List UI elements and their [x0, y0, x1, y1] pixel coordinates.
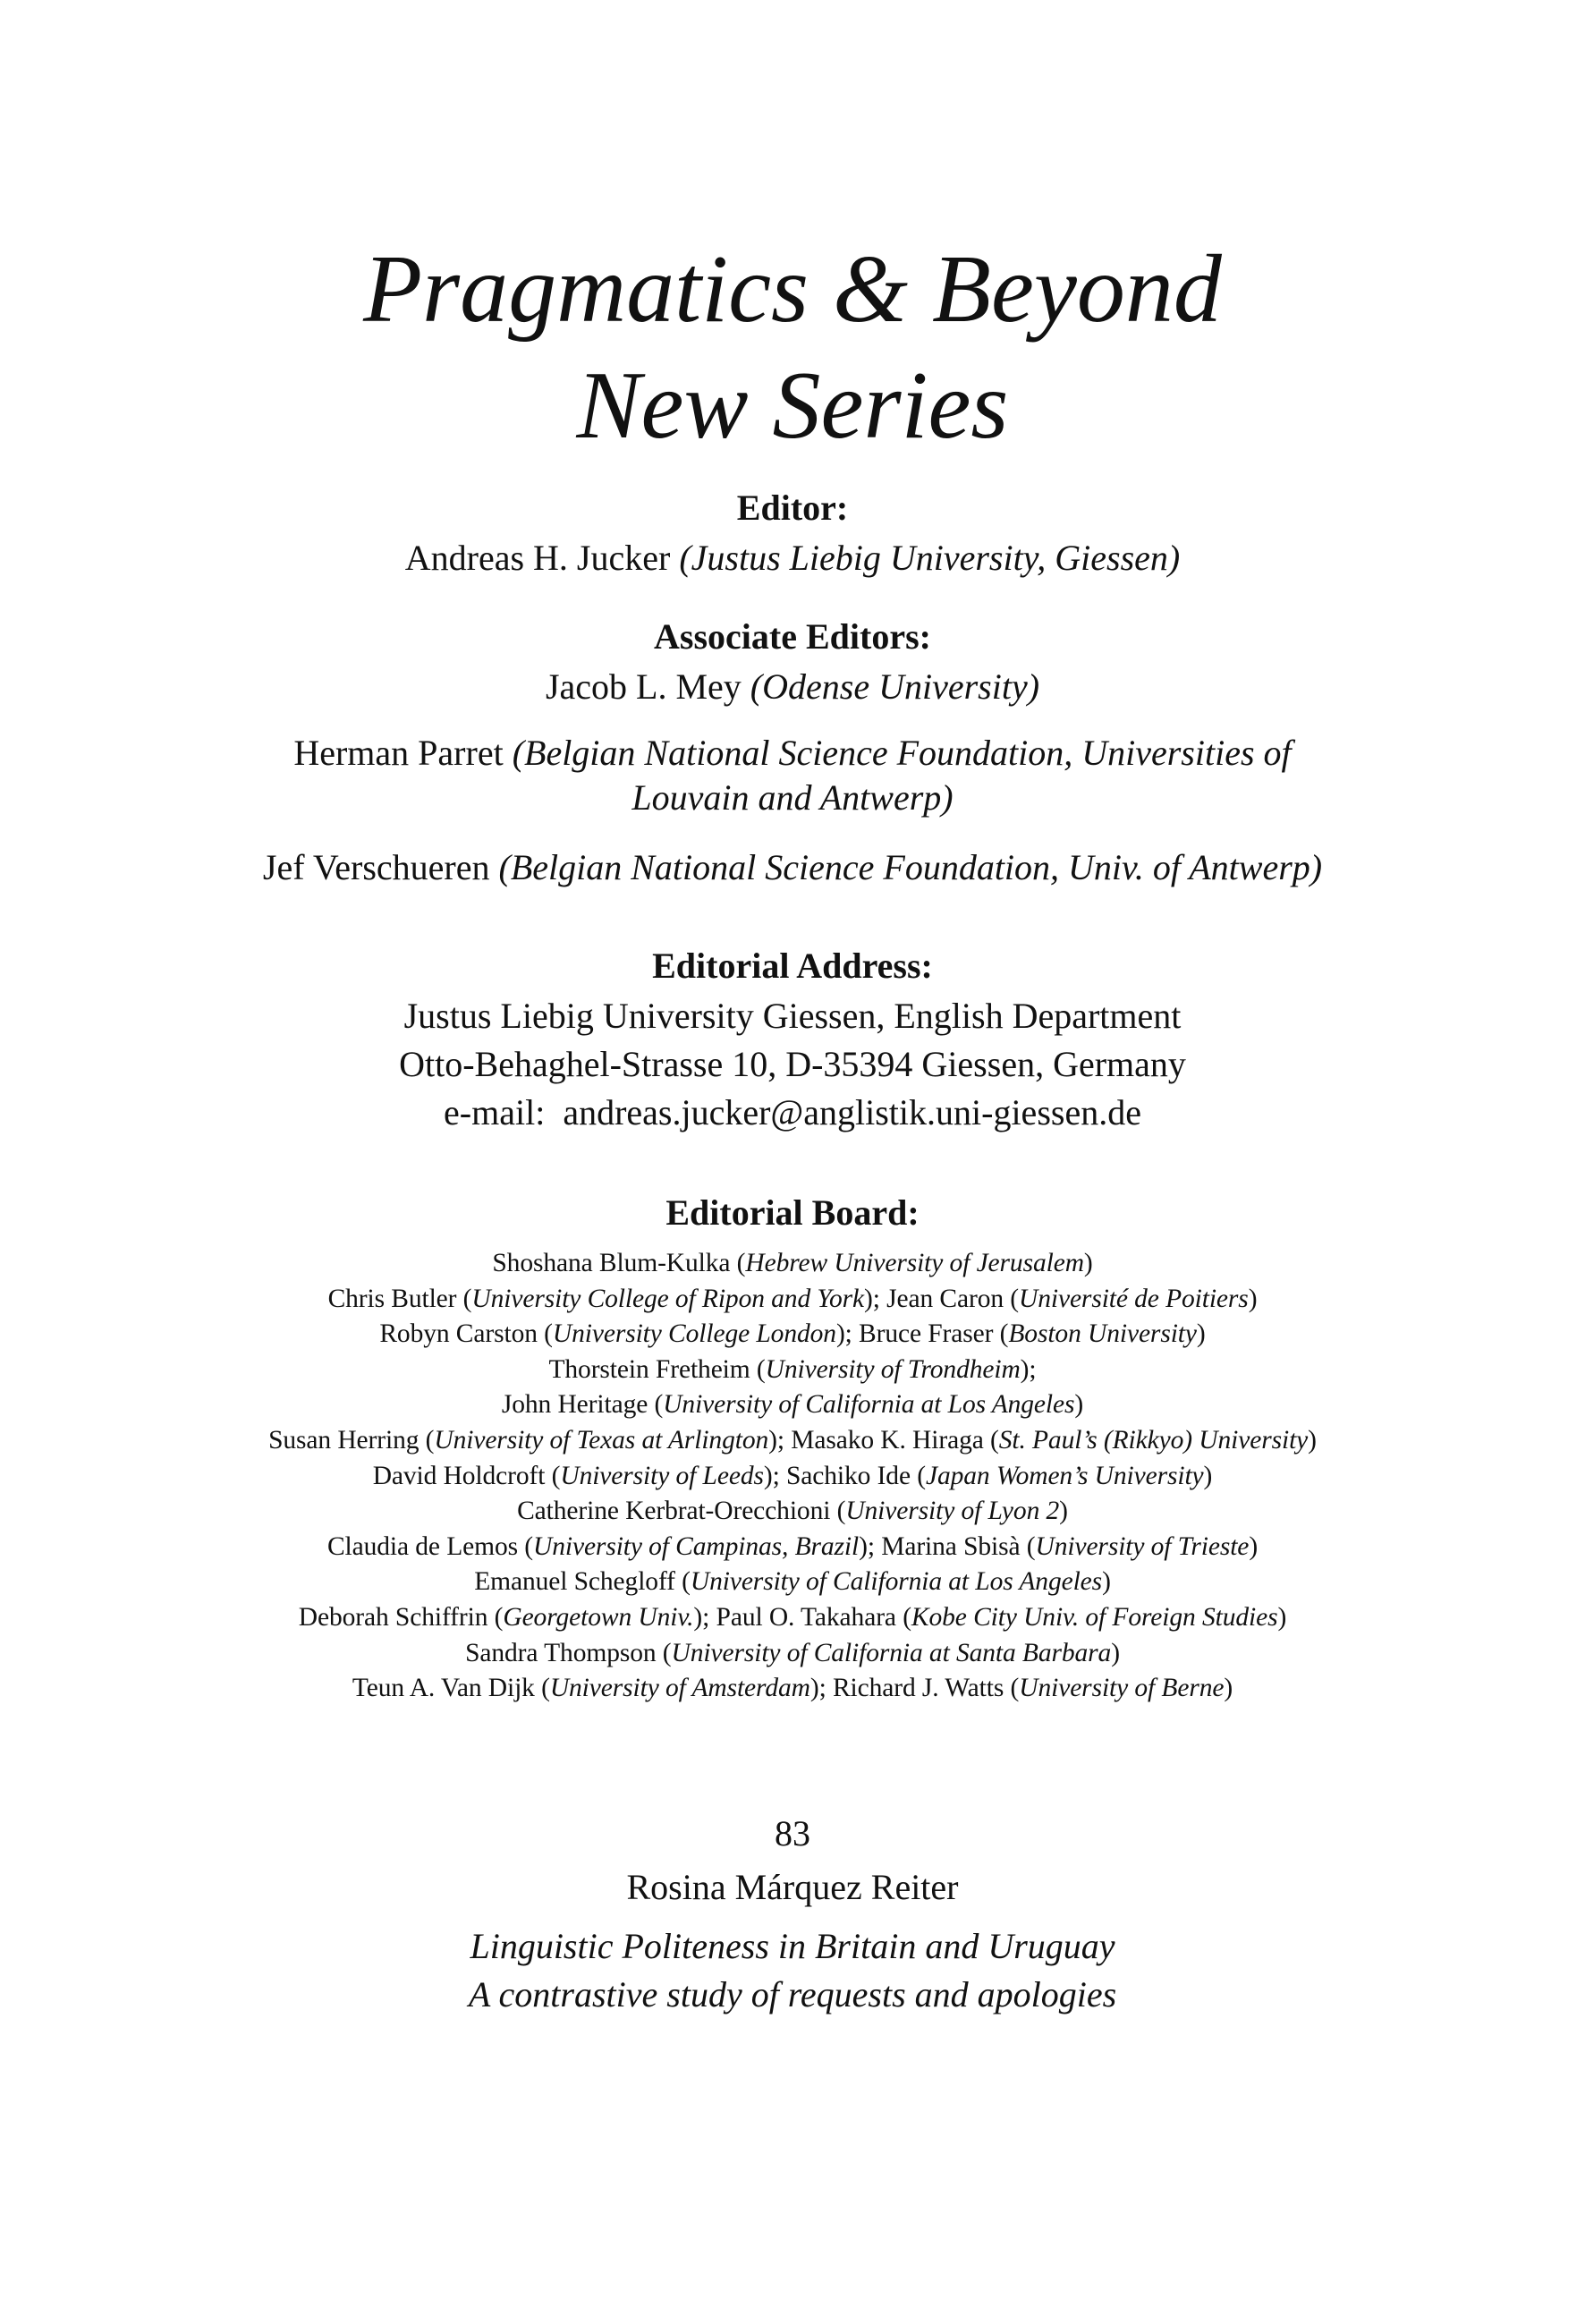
associate-editor-name: Jacob L. Mey [545, 666, 742, 707]
board-affiliation: University of Trieste [1035, 1531, 1250, 1561]
board-text: ) [1277, 1603, 1287, 1632]
series-title-line1: Pragmatics & Beyond [363, 236, 1222, 343]
board-text: ) [1224, 1674, 1233, 1703]
associate-editor-line [0, 847, 1585, 887]
board-text: Robyn Carston ( [379, 1319, 553, 1349]
board-text: ); Paul O. Takahara ( [693, 1603, 911, 1632]
associate-editor-name: Herman Parret [293, 733, 504, 773]
series-title-line2: New Series [576, 352, 1009, 459]
board-text: ); Bruce Fraser ( [835, 1319, 1009, 1349]
editor-heading: Editor: [736, 488, 849, 528]
editor-line [0, 540, 1585, 576]
board-affiliation: University of Campinas, Brazil [533, 1531, 860, 1561]
board-affiliation: Japan Women’s University [925, 1461, 1204, 1490]
board-affiliation: Hebrew University of Jerusalem [745, 1249, 1084, 1277]
board-affiliation: University of Lyon 2 [845, 1497, 1060, 1526]
editorial-board-line [0, 1531, 1585, 1561]
board-affiliation: Université de Poitiers [1019, 1284, 1249, 1313]
board-text: ); Jean Caron ( [864, 1284, 1019, 1313]
board-affiliation: Kobe City Univ. of Foreign Studies [911, 1603, 1278, 1632]
board-text: John Heritage ( [501, 1390, 664, 1420]
board-text: ) [1196, 1319, 1206, 1349]
board-text: ) [1111, 1638, 1120, 1667]
editorial-board-line [0, 1463, 1585, 1490]
editorial-board-line [0, 1428, 1585, 1455]
volume-number: 83 [775, 1813, 810, 1853]
editorial-board-line [0, 1638, 1585, 1667]
associate-editor-name: Jef Verschueren [262, 847, 490, 887]
associate-editor-line [0, 666, 1585, 707]
board-text: ) [1203, 1461, 1213, 1490]
editorial-board-line [0, 1498, 1585, 1525]
board-text: Chris Butler ( [327, 1284, 472, 1313]
board-text: ); Sachiko Ide ( [763, 1461, 926, 1490]
editor-name: Andreas H. Jucker [404, 538, 671, 578]
board-text: ); Masako K. Hiraga ( [768, 1426, 999, 1455]
board-text: Claudia de Lemos ( [326, 1531, 533, 1561]
associate-editor-affiliation: (Belgian National Science Foundation, Universities of [512, 733, 1292, 773]
board-text: Teun A. Van Dijk ( [352, 1674, 550, 1703]
associate-editor-line [0, 735, 1585, 771]
board-text: ) [1059, 1497, 1068, 1526]
associate-editors-heading: Associate Editors: [654, 616, 931, 657]
editorial-board-line [0, 1251, 1585, 1277]
board-affiliation: St. Paul’s (Rikkyo) University [998, 1426, 1309, 1455]
board-text: ) [1308, 1426, 1317, 1455]
board-text: Emanuel Schegloff ( [474, 1567, 691, 1597]
editor-affiliation: (Justus Liebig University, Giessen) [679, 538, 1181, 578]
board-text: Sandra Thompson ( [465, 1638, 672, 1667]
board-text: Shoshana Blum-Kulka ( [492, 1249, 746, 1277]
editorial-board-line [0, 1605, 1585, 1632]
volume-title-line1: Linguistic Politeness in Britain and Uruguay [470, 1926, 1115, 1966]
board-affiliation: University of Berne [1019, 1674, 1225, 1703]
board-affiliation: Georgetown Univ. [503, 1603, 694, 1632]
editorial-board-line [0, 1286, 1585, 1313]
board-affiliation: University College of Ripon and York [471, 1284, 865, 1313]
associate-editor-affiliation-cont [0, 777, 1585, 818]
board-affiliation: University of California at Santa Barbara [671, 1638, 1112, 1667]
board-text: ) [1102, 1567, 1111, 1597]
associate-editor-affiliation: (Belgian National Science Foundation, Univ. of Antwerp) [498, 847, 1323, 887]
board-text: ) [1074, 1390, 1084, 1420]
board-affiliation: University of Amsterdam [549, 1674, 810, 1703]
board-affiliation: University of Texas at Arlington [434, 1426, 769, 1455]
board-affiliation: University of Leeds [560, 1461, 764, 1490]
board-text: Susan Herring ( [268, 1426, 435, 1455]
address-line: Justus Liebig University Giessen, English Department [403, 996, 1182, 1036]
volume-author: Rosina Márquez Reiter [626, 1867, 959, 1907]
board-text: Thorstein Fretheim ( [548, 1354, 766, 1384]
email-line: e-mail: andreas.jucker@anglistik.uni-giessen.de [444, 1092, 1141, 1132]
editorial-board-line [0, 1569, 1585, 1596]
editorial-board-line [0, 1392, 1585, 1419]
editorial-board-line [0, 1321, 1585, 1348]
board-affiliation: University of California at Los Angeles [663, 1390, 1075, 1420]
editorial-board-line [0, 1354, 1585, 1384]
board-text: ) [1083, 1249, 1093, 1277]
editorial-board-heading: Editorial Board: [665, 1192, 920, 1233]
board-text: ); Marina Sbisà ( [859, 1531, 1036, 1561]
editorial-board-line [0, 1675, 1585, 1702]
board-text: ); Richard J. Watts ( [809, 1674, 1020, 1703]
associate-editor-affiliation: (Odense University) [750, 666, 1040, 707]
board-text: Catherine Kerbrat-Orecchioni ( [517, 1497, 846, 1526]
board-affiliation: Boston University [1008, 1319, 1197, 1349]
board-affiliation: University of Trondheim [765, 1354, 1021, 1384]
volume-title-line2: A contrastive study of requests and apologies [468, 1974, 1117, 2014]
board-text: David Holdcroft ( [372, 1461, 561, 1490]
board-text: ); [1020, 1354, 1037, 1384]
board-text: ) [1248, 1284, 1258, 1313]
associate-editor-affiliation-continued: Louvain and Antwerp) [631, 777, 954, 818]
address-line: Otto-Behaghel-Strasse 10, D-35394 Giessen, Germany [399, 1044, 1186, 1084]
board-affiliation: University of California at Los Angeles [690, 1567, 1103, 1597]
board-text: ) [1249, 1531, 1259, 1561]
board-text: Deborah Schiffrin ( [298, 1603, 504, 1632]
board-affiliation: University College London [552, 1319, 836, 1349]
editorial-address-heading: Editorial Address: [652, 946, 933, 986]
